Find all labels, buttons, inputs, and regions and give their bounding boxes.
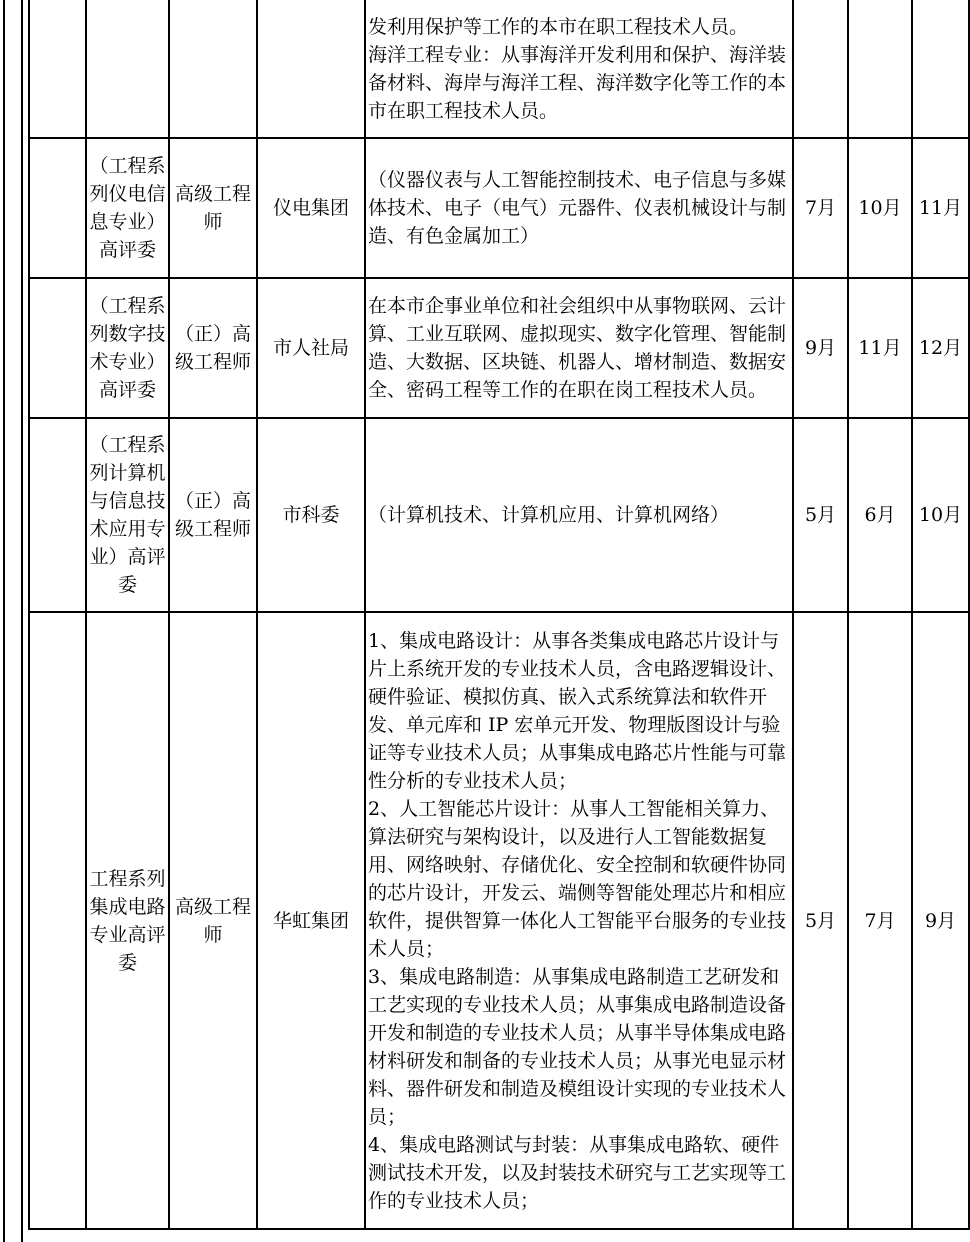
description-paragraph: 1、集成电路设计：从事各类集成电路芯片设计与片上系统开发的专业技术人员，含电路逻辑设计、硬件验证、模拟仿真、嵌入式系统算法和软件开发、单元库和 IP 宏单元开发、物理版图设计与验证等专业技术人员；从事集成电路芯片性能与可靠性分析的专业技术人员； xyxy=(368,629,787,792)
blank-cell xyxy=(29,0,86,138)
table-row xyxy=(29,278,969,418)
committee-cell: （工程系列计算机与信息技术应用专业）高评委 xyxy=(86,418,169,612)
month-cell: 10月 xyxy=(848,138,912,278)
description-cell xyxy=(365,278,793,418)
organizer-cell xyxy=(257,0,365,138)
organizer-cell: 仪电集团 xyxy=(257,138,365,278)
organizer-cell: 华虹集团 xyxy=(257,612,365,1229)
month-cell xyxy=(912,0,969,138)
month-cell: 9月 xyxy=(793,278,848,418)
month-cell: 7月 xyxy=(793,138,848,278)
description-cell xyxy=(365,612,793,1229)
title-cell: （正）高级工程师 xyxy=(169,418,257,612)
table-row xyxy=(29,138,969,278)
month-cell: 11月 xyxy=(848,278,912,418)
month-cell: 9月 xyxy=(912,612,969,1229)
title-cell: 高级工程师 xyxy=(169,138,257,278)
month-cell: 5月 xyxy=(793,612,848,1229)
committee-cell: （工程系列仪电信息专业）高评委 xyxy=(86,138,169,278)
blank-cell xyxy=(29,418,86,612)
table-row xyxy=(29,612,969,1229)
month-cell: 5月 xyxy=(793,418,848,612)
table-row xyxy=(29,0,969,138)
month-cell: 6月 xyxy=(848,418,912,612)
committee-cell xyxy=(86,0,169,138)
description-paragraph: （仪器仪表与人工智能控制技术、电子信息与多媒体技术、电子（电气）元器件、仪表机械设计与制造、有色金属加工） xyxy=(368,169,787,247)
organizer-cell: 市科委 xyxy=(257,418,365,612)
description-paragraph: 4、集成电路测试与封装：从事集成电路软、硬件测试技术开发，以及封装技术研究与工艺实现等工作的专业技术人员； xyxy=(368,1133,787,1212)
description-paragraph: 3、集成电路制造：从事集成电路制造工艺研发和工艺实现的专业技术人员；从事集成电路制造设备开发和制造的专业技术人员；从事半导体集成电路材料研发和制备的专业技术人员；从事光电显示材料、器件研发和制造及模组设计实现的专业技术人员； xyxy=(368,965,787,1128)
table-row xyxy=(29,418,969,612)
committee-cell: 工程系列集成电路专业高评委 xyxy=(86,612,169,1229)
month-cell: 12月 xyxy=(912,278,969,418)
title-cell xyxy=(169,0,257,138)
organizer-cell: 市人社局 xyxy=(257,278,365,418)
description-cell xyxy=(365,418,793,612)
description-paragraph: 发利用保护等工作的本市在职工程技术人员。 xyxy=(368,15,749,38)
description-cell xyxy=(365,138,793,278)
committee-cell: （工程系列数字技术专业）高评委 xyxy=(86,278,169,418)
description-paragraph: 海洋工程专业：从事海洋开发利用和保护、海洋装备材料、海岸与海洋工程、海洋数字化等工作的本市在职工程技术人员。 xyxy=(368,43,787,122)
month-cell: 10月 xyxy=(912,418,969,612)
blank-cell xyxy=(29,138,86,278)
page-left-border-line xyxy=(3,0,5,1242)
description-paragraph: 2、人工智能芯片设计：从事人工智能相关算力、算法研究与架构设计，以及进行人工智能数据复用、网络映射、存储优化、安全控制和软硬件协同的芯片设计，开发云、端侧等智能处理芯片和相应软件，提供智算一体化人工智能平台服务的专业技术人员； xyxy=(368,797,787,960)
description-cell xyxy=(365,0,793,138)
month-cell: 7月 xyxy=(848,612,912,1229)
month-cell: 11月 xyxy=(912,138,969,278)
blank-cell xyxy=(29,278,86,418)
month-cell xyxy=(793,0,848,138)
description-paragraph: （计算机技术、计算机应用、计算机网络） xyxy=(368,504,730,526)
description-paragraph: 在本市企事业单位和社会组织中从事物联网、云计算、工业互联网、虚拟现实、数字化管理、智能制造、大数据、区块链、机器人、增材制造、数据安全、密码工程等工作的在职在岗工程技术人员。 xyxy=(368,295,787,401)
page-inner-border-line xyxy=(21,0,23,1242)
title-cell: （正）高级工程师 xyxy=(169,278,257,418)
blank-cell xyxy=(29,612,86,1229)
evaluation-committee-table xyxy=(28,0,970,1230)
month-cell xyxy=(848,0,912,138)
title-cell: 高级工程师 xyxy=(169,612,257,1229)
